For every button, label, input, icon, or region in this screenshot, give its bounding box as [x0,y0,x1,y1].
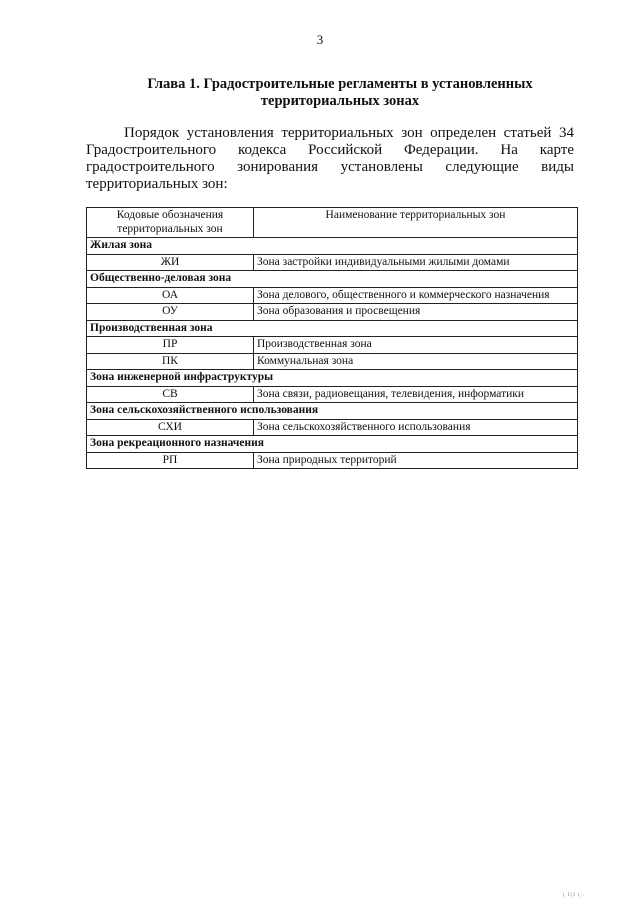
table-group-row [87,370,578,387]
zone-group-title: Зона рекреационного назначения [87,436,578,453]
header-code-cell [87,208,254,238]
intro-paragraph: Порядок установления территориальных зон определен статьей 34 Градостроительного кодекса Российской Федерации. На карте градостроительного зонирования установлены следующие виды территориальных зон: [86,125,574,192]
page-number: 3 [316,32,324,47]
table-group-row [87,403,578,420]
zone-group-title: Производственная зона [87,320,578,337]
zone-group-title: Зона инженерной инфраструктуры [87,370,578,387]
zone-name-cell: Зона природных территорий [254,452,578,469]
zones-table [86,207,578,469]
zone-group-title: Жилая зона [87,238,578,255]
zone-code-cell: ОА [87,287,254,304]
chapter-heading-line2: территориальных зонах [260,93,420,109]
zone-group-title: Зона сельскохозяйственного использования [87,403,578,420]
table-row [87,452,578,469]
chapter-heading-line1: Глава 1. Градостроительные регламенты в установленных [147,76,533,92]
zone-code-cell: ОУ [87,304,254,321]
header-code-line2: территориальных зон [117,222,223,235]
zone-name-cell: Зона образования и просвещения [254,304,578,321]
table-group-row [87,436,578,453]
zone-code-cell: РП [87,452,254,469]
table-group-row [87,238,578,255]
zone-code-cell: ЖИ [87,254,254,271]
table-row [87,287,578,304]
zone-name-cell: Производственная зона [254,337,578,354]
zones-table-body [87,208,578,469]
zone-name-cell: Коммунальная зона [254,353,578,370]
zone-code-cell: СХИ [87,419,254,436]
table-row [87,419,578,436]
table-group-row [87,320,578,337]
zone-name-cell: Зона застройки индивидуальными жилыми домами [254,254,578,271]
table-row [87,386,578,403]
zone-name-cell: Зона делового, общественного и коммерческого назначения [254,287,578,304]
zone-name-cell: Зона сельскохозяйственного использования [254,419,578,436]
table-row [87,254,578,271]
table-row [87,304,578,321]
header-code-line1: Кодовые обозначения [116,209,224,221]
table-header-row [87,208,578,238]
zone-name-cell: Зона связи, радиовещания, телевидения, информатики [254,386,578,403]
zone-code-cell: СВ [87,386,254,403]
footer-mark: ( I(I ( . [563,893,586,898]
table-row [87,337,578,354]
zone-code-cell: ПР [87,337,254,354]
zone-group-title: Общественно-деловая зона [87,271,578,288]
zone-code-cell: ПК [87,353,254,370]
table-row [87,353,578,370]
header-name-cell: Наименование территориальных зон [254,208,578,238]
table-group-row [87,271,578,288]
chapter-heading [100,76,580,110]
